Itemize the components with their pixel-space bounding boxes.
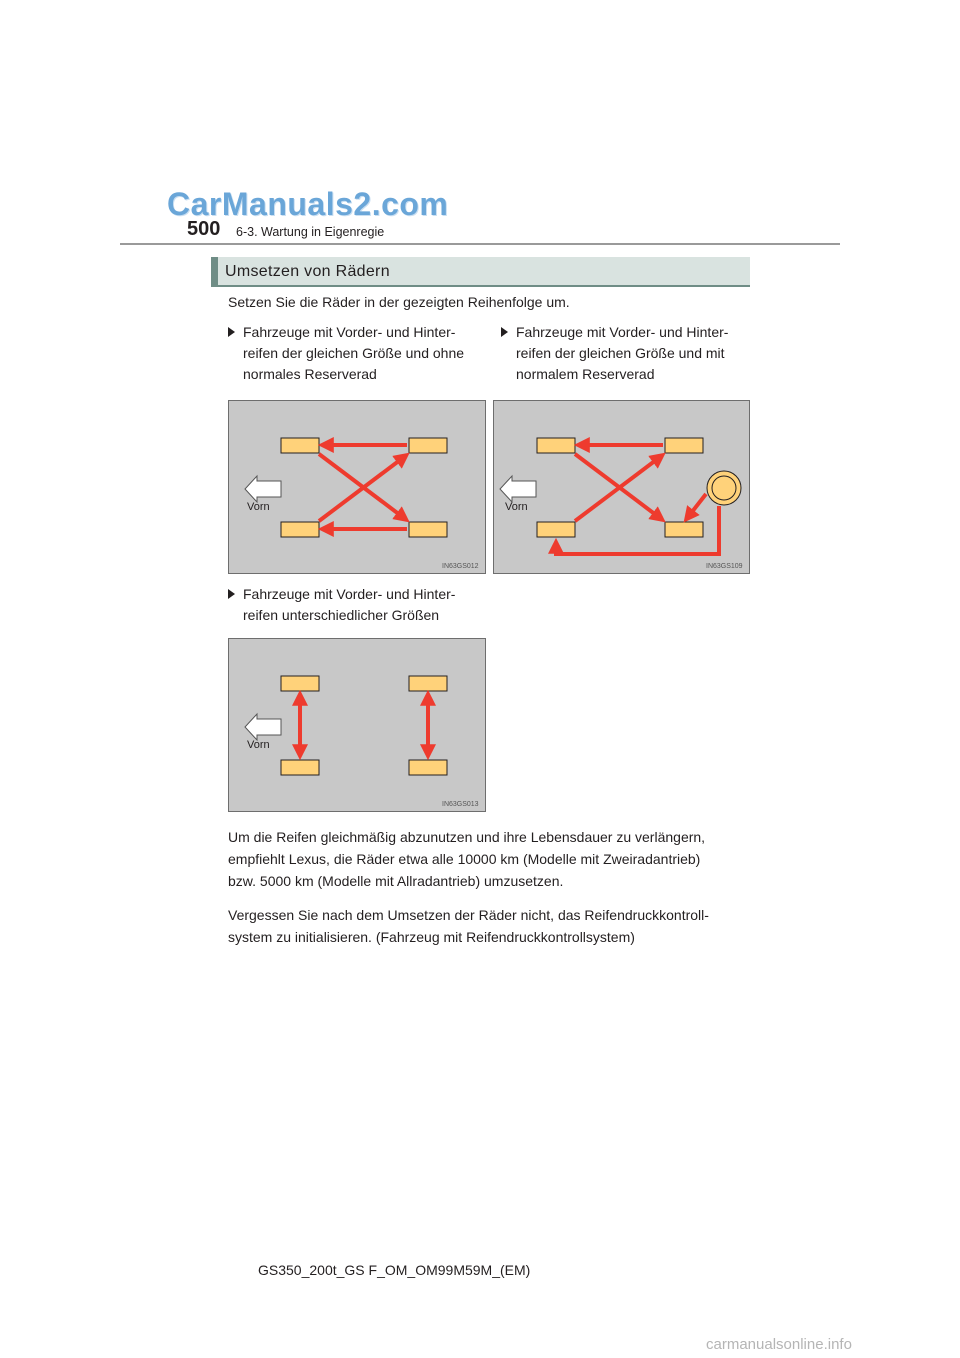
tire-front-left — [281, 438, 319, 453]
paragraph-rotation-interval — [228, 826, 749, 892]
diagram-3-graphic — [229, 639, 487, 813]
figure-code: IN63GS013 — [442, 801, 479, 808]
tire-rear-right — [409, 760, 447, 775]
figure-code: IN63GS109 — [706, 563, 743, 570]
front-label: Vorn — [505, 501, 528, 513]
tire-front-right — [281, 522, 319, 537]
paragraph-line: empfiehlt Lexus, die Räder etwa alle 10000 km (Modelle mit Zweiradantrieb) — [228, 851, 701, 867]
rotation-arrow — [575, 457, 660, 521]
rotation-arrow — [319, 454, 404, 518]
page-number: 500 — [187, 218, 221, 240]
tire-front-left — [537, 438, 575, 453]
tire-front-left — [281, 676, 319, 691]
rotation-arrow — [575, 454, 660, 518]
diagram-caption-3 — [243, 584, 478, 626]
caption-line: reifen unterschiedlicher Größen — [243, 607, 440, 623]
caption-line: reifen der gleichen Größe und ohne — [243, 345, 465, 361]
paragraph-line: bzw. 5000 km (Modelle mit Allradantrieb) umzusetzen. — [228, 873, 564, 889]
diagram-1-graphic — [229, 401, 487, 575]
section-heading: Umsetzen von Rädern — [225, 263, 390, 280]
tire-front-right — [537, 522, 575, 537]
diagram-caption-1 — [243, 322, 478, 385]
bullet-triangle-icon — [228, 327, 235, 337]
tire-rear-left — [665, 438, 703, 453]
bullet-triangle-icon — [228, 589, 235, 599]
tire-rear-left — [409, 676, 447, 691]
front-arrow-icon — [245, 714, 281, 740]
front-label: Vorn — [247, 739, 270, 751]
rotation-diagram-2 — [493, 400, 750, 574]
watermark-logo: CarManuals2.com — [167, 186, 449, 222]
spare-tire-rim — [712, 476, 736, 500]
caption-line: reifen der gleichen Größe und mit — [516, 345, 725, 361]
bullet-triangle-icon — [501, 327, 508, 337]
tire-rear-right — [409, 522, 447, 537]
caption-line: Fahrzeuge mit Vorder- und Hinter- — [516, 324, 729, 340]
section-heading-accent — [211, 257, 218, 287]
diagram-caption-2 — [516, 322, 748, 385]
front-arrow-icon — [500, 476, 536, 502]
front-label: Vorn — [247, 501, 270, 513]
caption-line: normales Reserverad — [243, 366, 377, 382]
footer-watermark: carmanualsonline.info — [706, 1336, 852, 1353]
paragraph-line: Um die Reifen gleichmäßig abzunutzen und ihre Lebensdauer zu verlängern, — [228, 829, 706, 845]
rotation-arrow — [319, 457, 404, 521]
figure-code: IN63GS012 — [442, 563, 479, 570]
intro-text: Setzen Sie die Räder in der gezeigten Reihenfolge um. — [228, 294, 570, 310]
header-rule — [120, 243, 840, 245]
footer-model-code: GS350_200t_GS F_OM_OM99M59M_(EM) — [258, 1262, 531, 1278]
diagram-2-graphic — [494, 401, 751, 575]
tire-rear-right — [665, 522, 703, 537]
rotation-diagram-3 — [228, 638, 486, 812]
rotation-arrow — [688, 494, 706, 517]
front-arrow-icon — [245, 476, 281, 502]
section-label: 6-3. Wartung in Eigenregie — [236, 225, 385, 239]
paragraph-line: Vergessen Sie nach dem Umsetzen der Räder nicht, das Reifendruckkontroll- — [228, 907, 709, 923]
paragraph-tpms-note — [228, 904, 749, 948]
caption-line: Fahrzeuge mit Vorder- und Hinter- — [243, 324, 456, 340]
caption-line: Fahrzeuge mit Vorder- und Hinter- — [243, 586, 456, 602]
tire-front-right — [281, 760, 319, 775]
tire-rear-left — [409, 438, 447, 453]
paragraph-line: system zu initialisieren. (Fahrzeug mit Reifendruckkontrollsystem) — [228, 929, 635, 945]
rotation-diagram-1 — [228, 400, 486, 574]
caption-line: normalem Reserverad — [516, 366, 655, 382]
